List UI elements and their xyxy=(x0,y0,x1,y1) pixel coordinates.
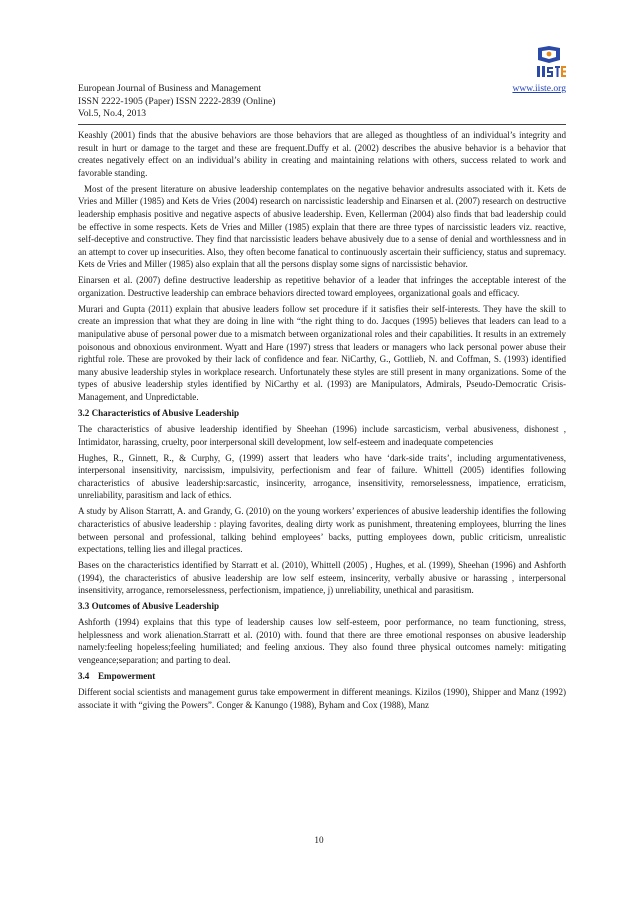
section-heading-3-2: 3.2 Characteristics of Abusive Leadership xyxy=(78,408,240,419)
paragraph: Bases on the characteristics identified by Starratt et al. (2010), Whittell (2005) , Hughes, et al. (1999), Sheehan (1996) and Ashforth (1994), the characteristics of abusive leadership are low self esteem, insincerity, verbally abusive or harassing , interpersonal insensitivity, arrogance, remorselessness, perfectionism, impatience, j) unreliability, unethical and parasitism. xyxy=(78,560,566,596)
paragraph: Different social scientists and management gurus take empowerment in different meanings. Kizilos (1990), Shipper and Manz (1992) associate it with “giving the Powers”. Conger & Kanungo (1988), Byham and Cox (1988), Manz xyxy=(78,687,566,710)
iiste-logo-icon xyxy=(530,44,568,82)
journal-url-link[interactable]: www.iiste.org xyxy=(512,83,566,94)
paragraph: The characteristics of abusive leadership identified by Sheehan (1996) include sarcasticism, verbal abusiveness, dishonest , Intimidator, harassing, cruelty, poor interpersonal skill development, low self-esteem and inadequate competencies xyxy=(78,424,566,447)
journal-issn: ISSN 2222-1905 (Paper) ISSN 2222-2839 (Online) xyxy=(78,95,276,107)
header-divider xyxy=(78,124,566,125)
section-heading-3-3: 3.3 Outcomes of Abusive Leadership xyxy=(78,601,219,612)
paragraph: Einarsen et al. (2007) define destructive leadership as repetitive behavior of a leader that infringes the acceptable interest of the organization. Destructive leadership can embrace behaviors directed toward employees, organizational goals and efficacy. xyxy=(78,275,566,298)
section-number: 3.4 xyxy=(78,671,90,682)
section-heading-3-4 xyxy=(78,670,566,683)
journal-header xyxy=(78,83,566,121)
paragraph: Murari and Gupta (2011) explain that abusive leaders follow set procedure if it satisfies their self-interests. They have the skill to create an impression that what they are doing in line with “the right thing to do. Jacques (1995) believes that leaders can lead to a manipulative abuse of personal power due to a mismatch between organizational roles and their capabilities. It results in an extremely poisonous and obnoxious environment. Wyatt and Hare (1997) stress that leaders or managers who lack personal power abuse their rightful role. These are provoked by their lack of confidence and fear. NiCarthy, G., Gottlieb, N. and Coffman, S. (1993) identified many abusive leadership styles in workplace research. Unfortunately these styles are still present in many organizations. Some of the types of abusive leadership styles identified by NiCarthy et al. (1993) are Manipulators, Admirals, Pseudo-Democratic Crisis-Management, and Unpredictable. xyxy=(78,303,566,403)
section-title: Empowerment xyxy=(98,671,156,682)
paragraph: Most of the present literature on abusive leadership contemplates on the negative behavior andresults associated with it. Kets de Vries and Miller (1985) and Kets de Vries (2004) research on narcissistic leadership and Einarsen et al. (2007) research on destructive leadership emphasis positive and negative aspects of abusive leadership. Even, Kellerman (2004) also finds that bad leadership could be effective in some respects. Kets de Vries and Miller (1985) explain that there are three types of narcissistic leaders viz. reactive, self-deceptive and constructive. They find that narcissistic leaders behave abusively due to a sense of denial and worthlessness and in an attempt to cover up insecurities. Also, they often become fanatical to continuously ascertain their sufficiency, status and supremacy. Kets de Vries and Miller (1985) also explain that all the persons display some signs of narcissistic behavior. xyxy=(78,183,566,270)
journal-title: European Journal of Business and Management xyxy=(78,83,262,94)
page-number: 10 xyxy=(314,835,324,845)
paragraph: Keashly (2001) finds that the abusive behaviors are those behaviors that are alleged as thoughtless of an individual’s integrity and result in hurt or damage to the target and these are frequent.Duffy et al. (2002) describes the abusive behavior is a behavior that creates negatively effect on an individual’s ability in creating and maintaining relations with others, success related to work and favorable standing. xyxy=(78,130,566,178)
article-body xyxy=(78,129,566,715)
paragraph: Hughes, R., Ginnett, R., & Curphy, G, (1999) assert that leaders who have ‘dark-side traits’, including argumentativeness, interpersonal insensitivity, narcissism, impulsivity, perfectionism and fear of failure. Whittell (2005) identifies following characteristics of abusive leadership:sarcastic, insincerity, arrogance, insensitivity, remorselessness, impatience, erraticism, unreliability, parasitism and lack of ethics. xyxy=(78,452,566,501)
journal-volume: Vol.5, No.4, 2013 xyxy=(78,108,147,120)
paragraph: A study by Alison Starratt, A. and Grandy, G. (2010) on the young workers’ experiences of abusive leadership identifies the following characteristics of abusive leadership : playing favorites, dealing dirty work as punishment, threatening employees, blurring the lines between personal and professional, talking behind employees’ backs, putting employees down, public criticism, unrealistic expectations, telling lies and illegal practices. xyxy=(78,506,566,555)
paragraph: Ashforth (1994) explains that this type of leadership causes low self-esteem, poor performance, no team functioning, stress, helplessness and work alienation.Starratt et al. (2010) with. found that there are three emotional responses on abusive leadership namely:feeling hopeless;feeling humiliated; and feeling anxious. They also found three physical outcomes namely: mitigating vengeance;separation; and parting to deal. xyxy=(78,617,566,666)
